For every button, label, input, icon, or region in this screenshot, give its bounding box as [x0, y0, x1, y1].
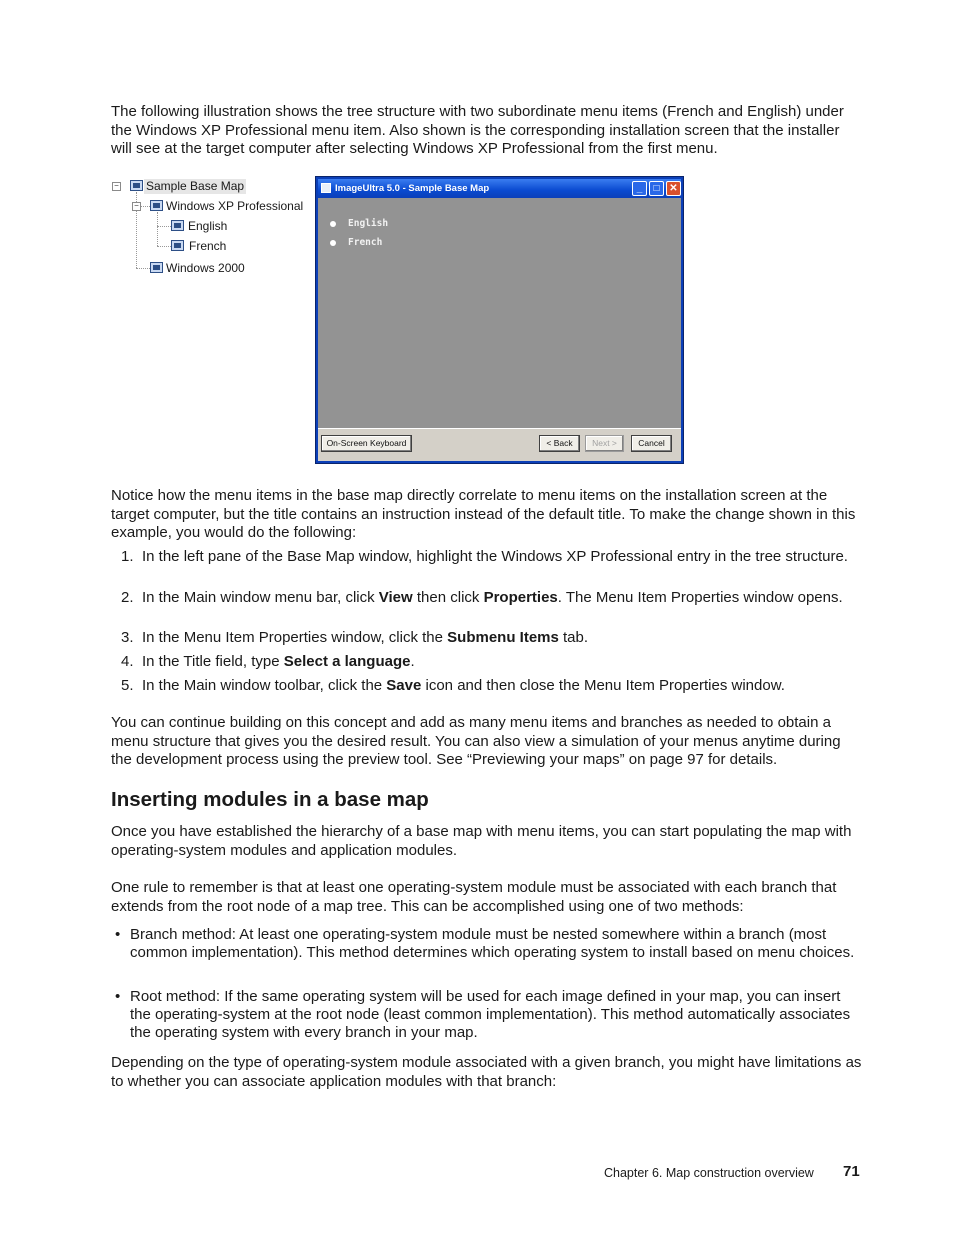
- window-button-bar: [318, 428, 681, 461]
- step-item: 1. In the left pane of the Base Map window, highlight the Windows XP Professional entry in the tree structure.: [121, 548, 848, 565]
- window-title: ImageUltra 5.0 - Sample Base Map: [335, 183, 490, 194]
- step-item: 4. In the Title field, type Select a language.: [121, 653, 415, 670]
- rule-paragraph: One rule to remember is that at least one operating-system module must be associated with each branch that extends from the root node of a map tree. This can be accomplished using one of two methods:: [111, 879, 837, 915]
- menu-item-icon: [171, 220, 184, 231]
- minimize-icon[interactable]: _: [632, 181, 647, 196]
- collapse-toggle-icon[interactable]: −: [132, 202, 141, 211]
- page-number: 71: [843, 1163, 860, 1180]
- intro-paragraph: The following illustration shows the tree structure with two subordinate menu items (French and English) under the Windows XP Professional menu item. Also shown is the corresponding installation screen that the installer will see at the target computer after selecting Windows XP Professional from the first menu.: [111, 103, 844, 157]
- bullet-icon: •: [115, 926, 121, 943]
- installation-window: [315, 176, 684, 464]
- tree-structure: − Sample Base Map − Windows XP Professional English French Windows 2000: [109, 176, 314, 276]
- section-heading: Inserting modules in a base map: [111, 788, 429, 811]
- next-button[interactable]: Next >: [585, 435, 624, 452]
- bullet-item: • Branch method: At least one operating-system module must be nested somewhere within a branch (most common implementation). This method determines which operating system to install based on menu choices.: [115, 926, 855, 961]
- footer-chapter: Chapter 6. Map construction overview: [604, 1166, 814, 1180]
- bullet-item: • Root method: If the same operating system will be used for each image defined in your map, you can insert the operating-system at the root node (least common implementation). This method automatically associates the operating system with every branch in your map.: [115, 988, 851, 1041]
- option-bullet-icon: [330, 221, 336, 227]
- bullet-icon: •: [115, 988, 121, 1005]
- option-bullet-icon: [330, 240, 336, 246]
- maximize-icon[interactable]: □: [649, 181, 664, 196]
- cancel-button[interactable]: Cancel: [631, 435, 672, 452]
- depending-paragraph: Depending on the type of operating-system module associated with a given branch, you might have limitations as to whether you can associate application modules with that branch:: [111, 1054, 862, 1090]
- app-icon: [321, 183, 331, 193]
- menu-item-icon: [150, 200, 163, 211]
- menu-item-icon: [130, 180, 143, 191]
- back-button[interactable]: < Back: [539, 435, 580, 452]
- window-client-area: English French On-Screen Keyboard < Back Next > Cancel: [318, 198, 681, 461]
- continue-paragraph: You can continue building on this concept and add as many menu items and branches as needed to obtain a menu structure that gives you the desired result. You can also view a simulation of your menus anytime during the development process using the preview tool. See “Previewing your maps” on page 97 for details.: [111, 714, 841, 768]
- tree-branch-line: [157, 212, 158, 246]
- close-icon[interactable]: ✕: [666, 181, 681, 196]
- on-screen-keyboard-button[interactable]: On-Screen Keyboard: [321, 435, 412, 452]
- step-item: 2. In the Main window menu bar, click View then click Properties. The Menu Item Properties window opens.: [121, 589, 843, 606]
- step-item: 5. In the Main window toolbar, click the Save icon and then close the Menu Item Properties window.: [121, 677, 785, 694]
- menu-item-icon: [150, 262, 163, 273]
- once-paragraph: Once you have established the hierarchy of a base map with menu items, you can start populating the map with operating-system modules and application modules.: [111, 823, 852, 859]
- window-titlebar[interactable]: [318, 179, 681, 198]
- collapse-toggle-icon[interactable]: −: [112, 182, 121, 191]
- menu-item-icon: [171, 240, 184, 251]
- step-item: 3. In the Menu Item Properties window, click the Submenu Items tab.: [121, 629, 589, 646]
- notice-paragraph: Notice how the menu items in the base map directly correlate to menu items on the installation screen at the target computer, but the title contains an instruction instead of the default title. To make the change shown in this example, you would do the following:: [111, 487, 856, 541]
